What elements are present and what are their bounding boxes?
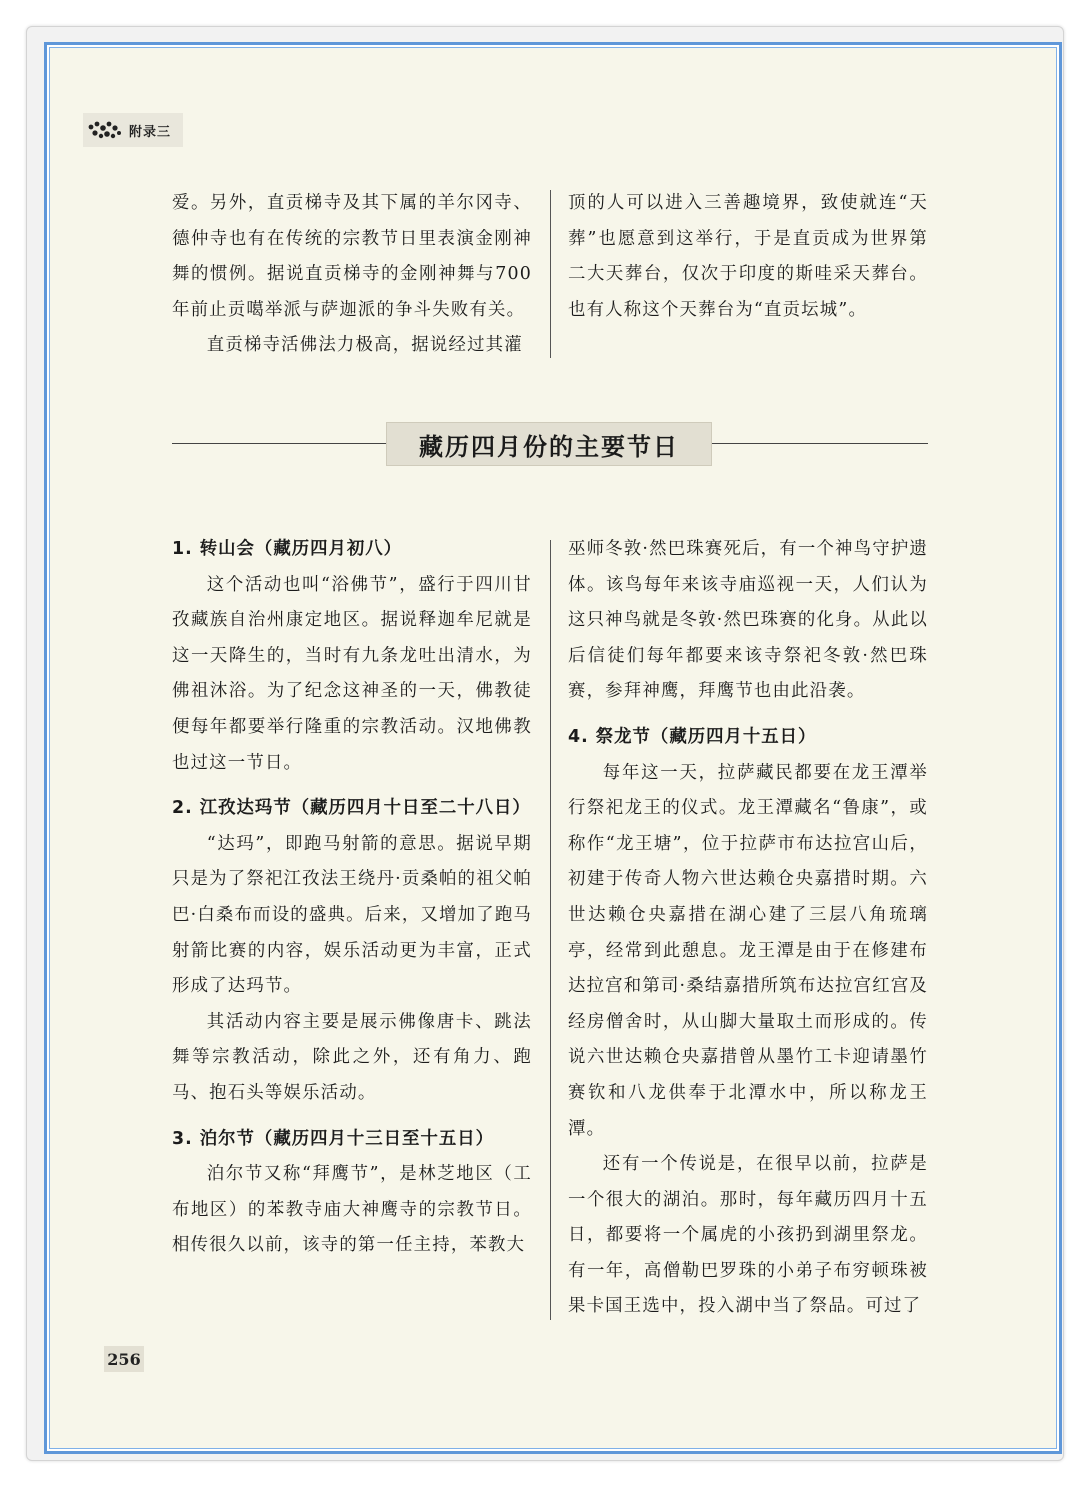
paragraph: 直贡梯寺活佛法力极高，据说经过其灌	[206, 335, 523, 356]
festivals-left-column	[172, 532, 532, 1264]
paragraph: 这个活动也叫“浴佛节”，盛行于四川甘孜藏族自治州康定地区。据说释迦牟尼就是这一天降生的，当时有九条龙吐出清水，为佛祖沐浴。为了纪念这神圣的一天，佛教徒便每年都要举行隆重的宗教活动。汉地佛教也过这一节日。	[172, 574, 532, 773]
paragraph: 每年这一天，拉萨藏民都要在龙王潭举行祭祀龙王的仪式。龙王潭藏名“鲁康”，或称作“龙王塘”，位于拉萨市布达拉宫山后，初建于传奇人物六世达赖仓央嘉措时期。六世达赖仓央嘉措在湖心建了三层八角琉璃亭，经常到此憩息。龙王潭是由于在修建布达拉宫和第司·桑结嘉措所筑布达拉宫红宫及经房僧舍时，从山脚大量取土而形成的。传说六世达赖仓央嘉措曾从墨竹工卡迎请墨竹赛钦和八龙供奉于北潭水中，所以称龙王潭。	[568, 762, 928, 1139]
festival-heading: 3. 泊尔节（藏历四月十三日至十五日）	[172, 1128, 495, 1149]
section-title: 藏历四月份的主要节日	[386, 422, 712, 466]
title-rule-right	[712, 443, 928, 444]
decorative-dots-icon	[87, 119, 123, 141]
running-header	[83, 113, 183, 147]
paragraph: 泊尔节又称“拜鹰节”，是林芝地区（工布地区）的苯教寺庙大神鹰寺的宗教节日。相传很久以前，该寺的第一任主持，苯教大	[172, 1164, 532, 1256]
page-number: 256	[104, 1346, 144, 1372]
paragraph: 还有一个传说是，在很早以前，拉萨是一个很大的湖泊。那时，每年藏历四月十五日，都要将一个属虎的小孩扔到湖里祭龙。有一年，高僧勒巴罗珠的小弟子布穷顿珠被果卡国王选中，投入湖中当了祭品。可过了	[568, 1154, 928, 1317]
paragraph: 顶的人可以进入三善趣境界，致使就连“天葬”也愿意到这举行，于是直贡成为世界第二大天葬台，仅次于印度的斯哇采天葬台。也有人称这个天葬台为“直贡坛城”。	[568, 193, 928, 320]
top-left-column	[172, 186, 532, 364]
festival-heading: 4. 祭龙节（藏历四月十五日）	[568, 726, 817, 747]
title-rule-left	[172, 443, 386, 444]
paragraph: 爱。另外，直贡梯寺及其下属的羊尔冈寺、德仲寺也有在传统的宗教节日里表演金刚神舞的惯例。据说直贡梯寺的金刚神舞与700年前止贡噶举派与萨迦派的争斗失败有关。	[172, 193, 532, 320]
festivals-right-column	[568, 532, 928, 1325]
paragraph: 其活动内容主要是展示佛像唐卡、跳法舞等宗教活动，除此之外，还有角力、跑马、抱石头等娱乐活动。	[172, 1011, 532, 1103]
top-right-column	[568, 186, 928, 328]
header-label: 附录三	[129, 124, 172, 140]
column-divider	[550, 540, 551, 1320]
paragraph: 巫师冬敦·然巴珠赛死后，有一个神鸟守护遗体。该鸟每年来该寺庙巡视一天，人们认为这只神鸟就是冬敦·然巴珠赛的化身。从此以后信徒们每年都要来该寺祭祀冬敦·然巴珠赛，参拜神鹰，拜鹰节也由此沿袭。	[568, 539, 928, 702]
column-divider	[550, 190, 551, 358]
paragraph: “达玛”，即跑马射箭的意思。据说早期只是为了祭祀江孜法王绕丹·贡桑帕的祖父帕巴·白桑布而设的盛典。后来，又增加了跑马射箭比赛的内容，娱乐活动更为丰富，正式形成了达玛节。	[172, 833, 532, 997]
festival-heading: 2. 江孜达玛节（藏历四月十日至二十八日）	[172, 798, 531, 819]
festival-heading: 1. 转山会（藏历四月初八）	[172, 539, 403, 559]
section-title-banner	[172, 422, 928, 466]
